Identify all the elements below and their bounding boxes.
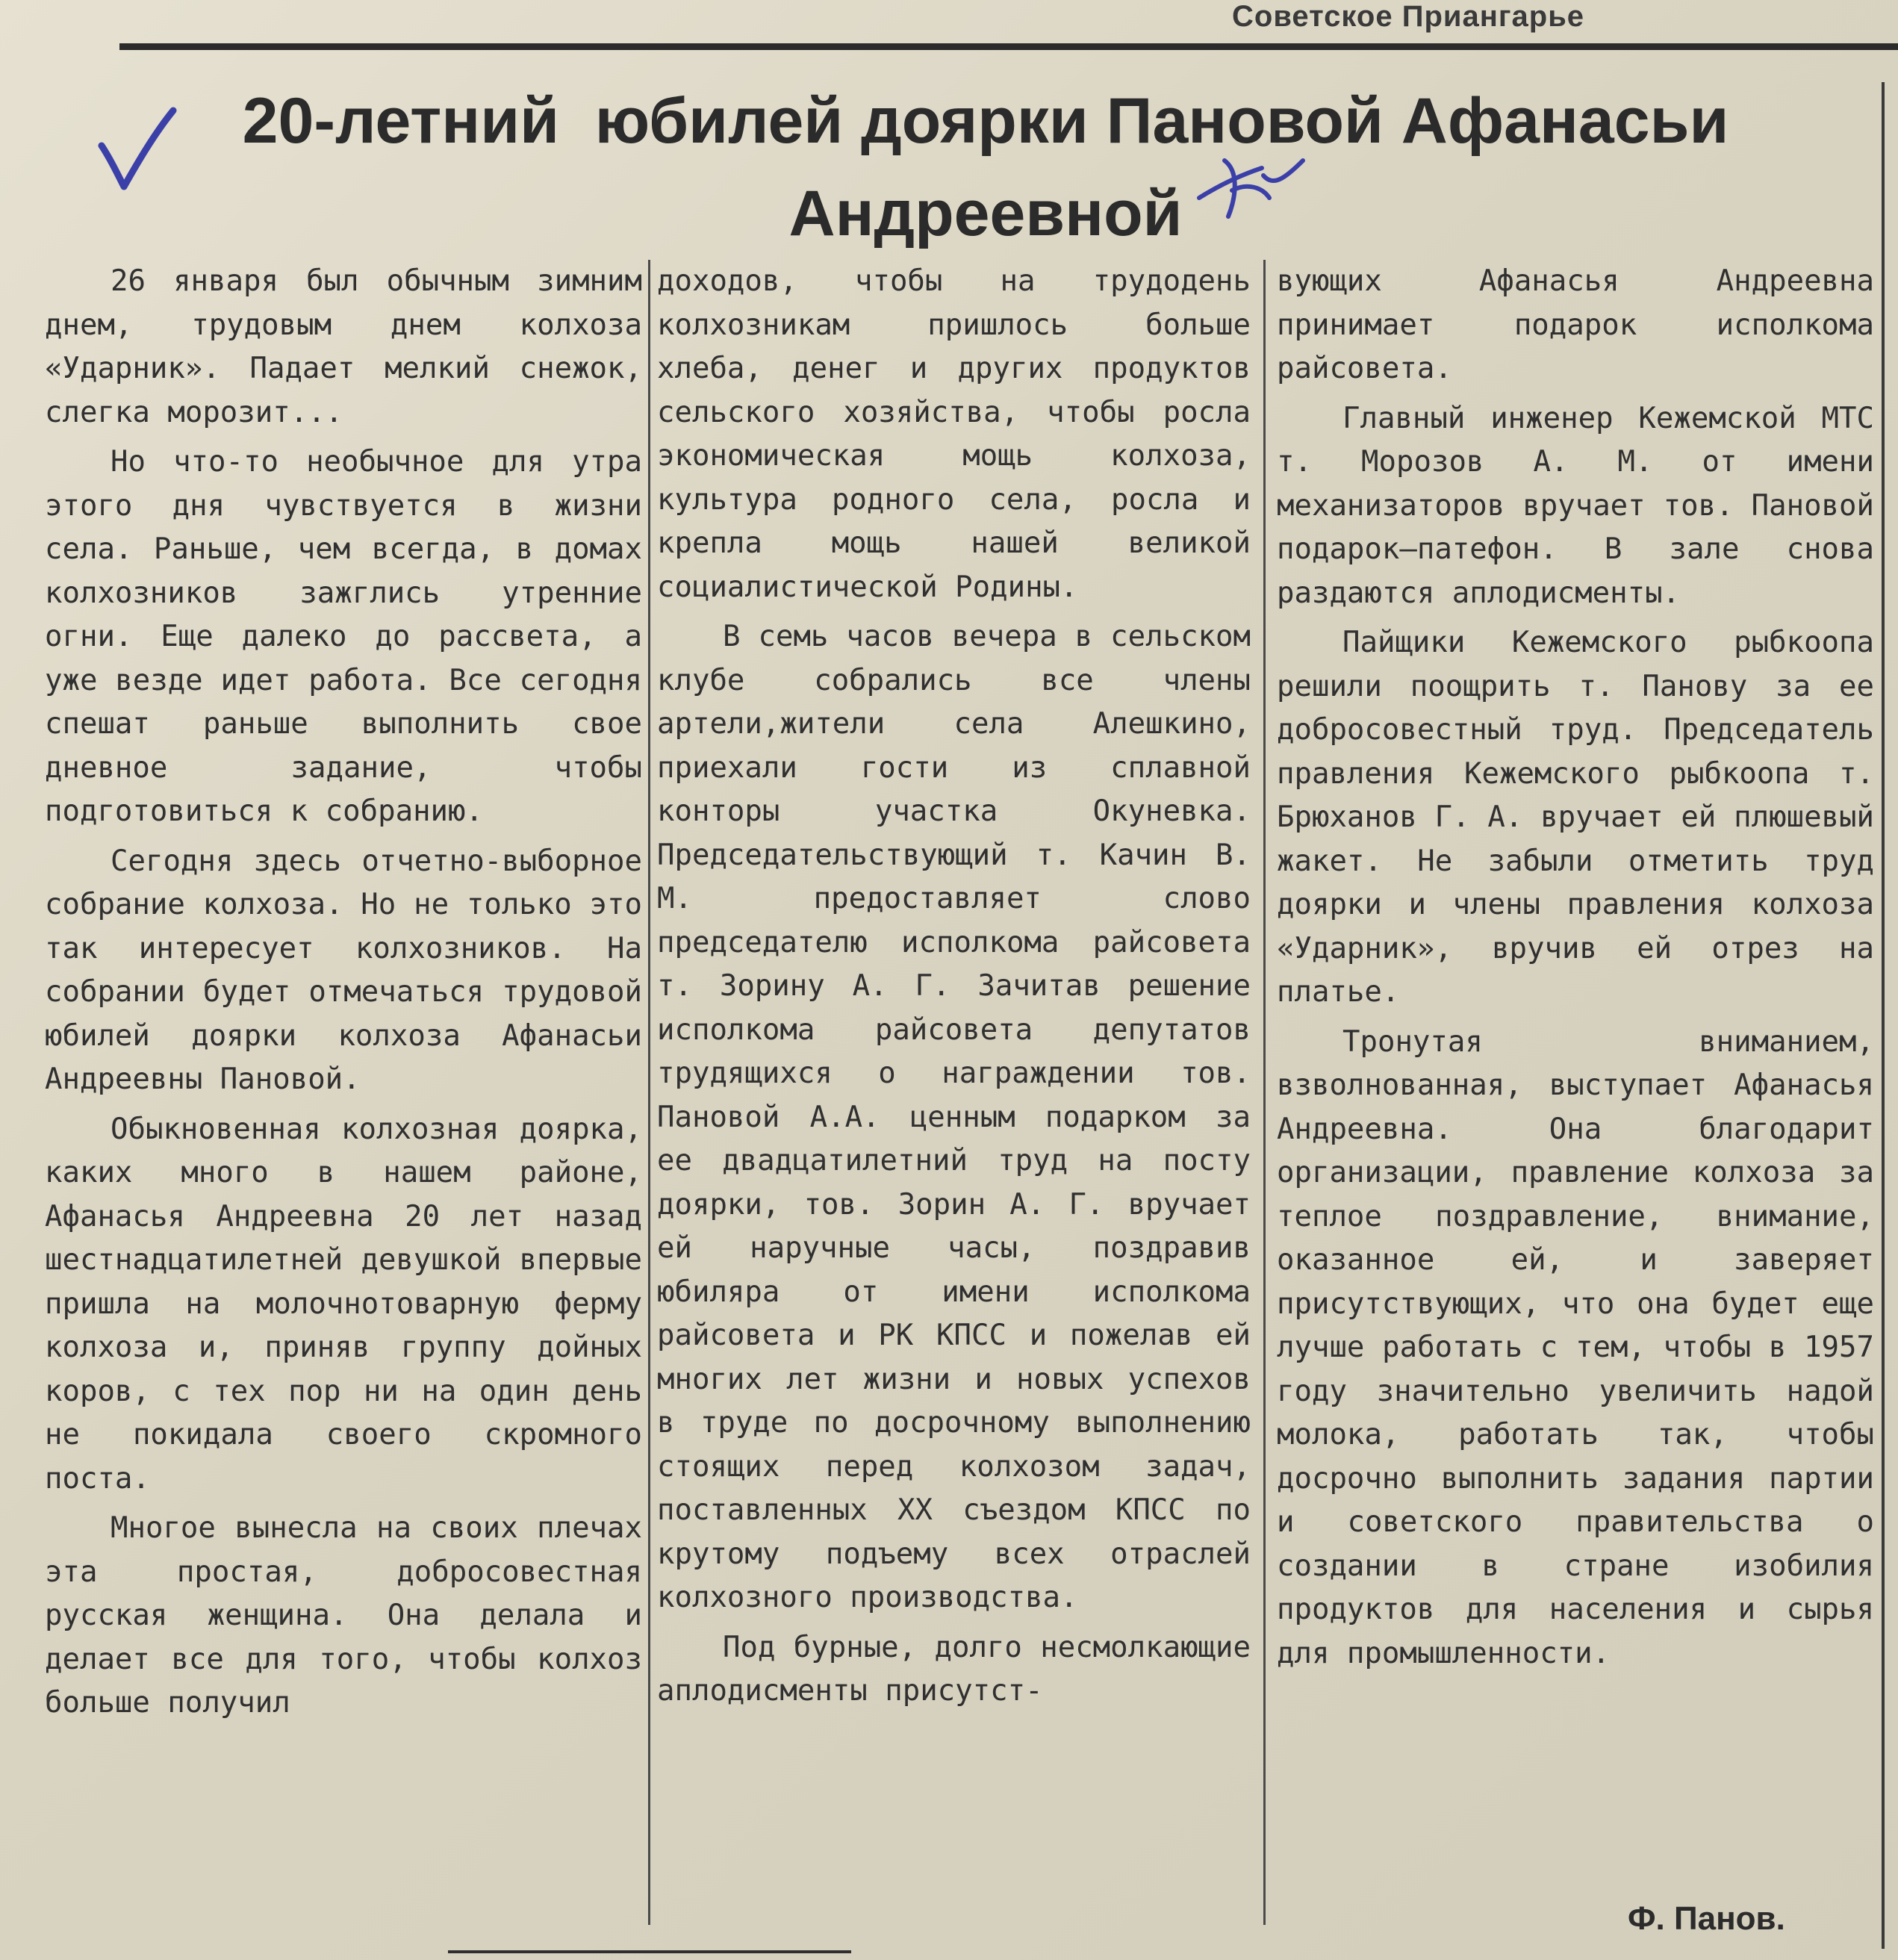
- paragraph: Пайщики Кежемского рыбкоопа решили поощрить т. Панову за ее добросовестный труд. Председатель правления Кежемского рыбкоопа т. Брюханов Г. А. вручает ей плюшевый жакет. Не забыли отметить труд доярки и члены правления колхоза «Ударник», вручив ей отрез на платье.: [1277, 626, 1874, 1009]
- article-column-1: [45, 260, 642, 1917]
- article-column-3: [1277, 260, 1874, 1917]
- paragraph: Под бурные, долго несмолкающие аплодисменты присутст-: [657, 1630, 1251, 1708]
- article-column-2: [657, 260, 1251, 1917]
- paragraph: В семь часов вечера в сельском клубе собрались все члены артели,жители села Алешкино, приехали гости из сплавной конторы участка Окуневка. Председательствующий т. Качин В. М. предоставляет слово председателю исполкома райсовета т. Зорину А. Г. Зачитав решение исполкома райсовета депутатов трудящихся о награждении тов. Пановой А.А. ценным подарком за ее двадцатилетний труд на посту доярки, тов. Зорин А. Г. вручает ей наручные часы, поздравив юбиляра от имени исполкома райсовета и РК КПСС и пожелав ей многих лет жизни и новых успехов в труде по досрочному выполнению стоящих перед колхозом задач, поставленных XX съездом КПСС по крутому подъему всех отраслей колхозного производства.: [657, 620, 1251, 1614]
- right-edge-rule: [1882, 82, 1885, 1949]
- column-divider: [648, 260, 650, 1925]
- column-divider: [1263, 260, 1266, 1925]
- paragraph: Многое вынесла на своих плечах эта простая, добросовестная русская женщина. Она делала и делает все для того, чтобы колхоз больше получил: [45, 1511, 642, 1720]
- paragraph: доходов, чтобы на трудодень колхозникам пришлось больше хлеба, денег и других продуктов сельского хозяйства, чтобы росла экономическая мощь колхоза, культура родного села, росла и крепла мощь нашей великой социалистической Родины.: [657, 264, 1251, 604]
- paragraph: вующих Афанасья Андреевна принимает подарок исполкома райсовета.: [1277, 264, 1874, 385]
- bottom-rule: [448, 1950, 851, 1953]
- top-rule: [119, 43, 1898, 50]
- paragraph: 26 января был обычным зимним днем, трудовым днем колхоза «Ударник». Падает мелкий снежок, слегка морозит...: [45, 264, 642, 429]
- paragraph: Главный инженер Кежемской МТС т. Морозов А. М. от имени механизаторов вручает тов. Пановой подарок—патефон. В зале снова раздаются аплодисменты.: [1277, 401, 1874, 610]
- pen-correction-mark: [1195, 146, 1307, 228]
- article-headline: [149, 75, 1822, 260]
- author-signature: Ф. Панов.: [1628, 1900, 1785, 1937]
- headline-line-1: 20-летний юбилей доярки Пановой Афанасьи: [242, 85, 1729, 157]
- newspaper-masthead: Советское Приангарье: [1232, 0, 1585, 33]
- paragraph: Тронутая вниманием, взволнованная, выступает Афанасья Андреевна. Она благодарит организации, правление колхоза за теплое поздравление, внимание, оказанное ей, и заверяет присутствующих, что она будет еще лучше работать с тем, чтобы в 1957 году значительно увеличить надой молока, работать так, чтобы досрочно выполнить задания партии и советского правительства о создании в стране изобилия продуктов для населения и сырья для промышленности.: [1277, 1024, 1874, 1670]
- paragraph: Сегодня здесь отчетно-выборное собрание колхоза. Но не только это так интересует колхозников. На собрании будет отмечаться трудовой юбилей доярки колхоза Афанасьи Андреевны Пановой.: [45, 844, 642, 1096]
- paragraph: Обыкновенная колхозная доярка, каких много в нашем районе, Афанасья Андреевна 20 лет назад шестнадцатилетней девушкой впервые пришла на молочнотоварную ферму колхоза и, приняв группу дойных коров, с тех пор ни на один день не покидала своего скромного поста.: [45, 1112, 642, 1496]
- paragraph: Но что-то необычное для утра этого дня чувствуется в жизни села. Раньше, чем всегда, в домах колхозников зажглись утренние огни. Еще далеко до рассвета, а уже везде идет работа. Все сегодня спешат раньше выполнить свое дневное задание, чтобы подготовиться к собранию.: [45, 445, 642, 828]
- headline-line-2: Андреевной: [788, 178, 1183, 249]
